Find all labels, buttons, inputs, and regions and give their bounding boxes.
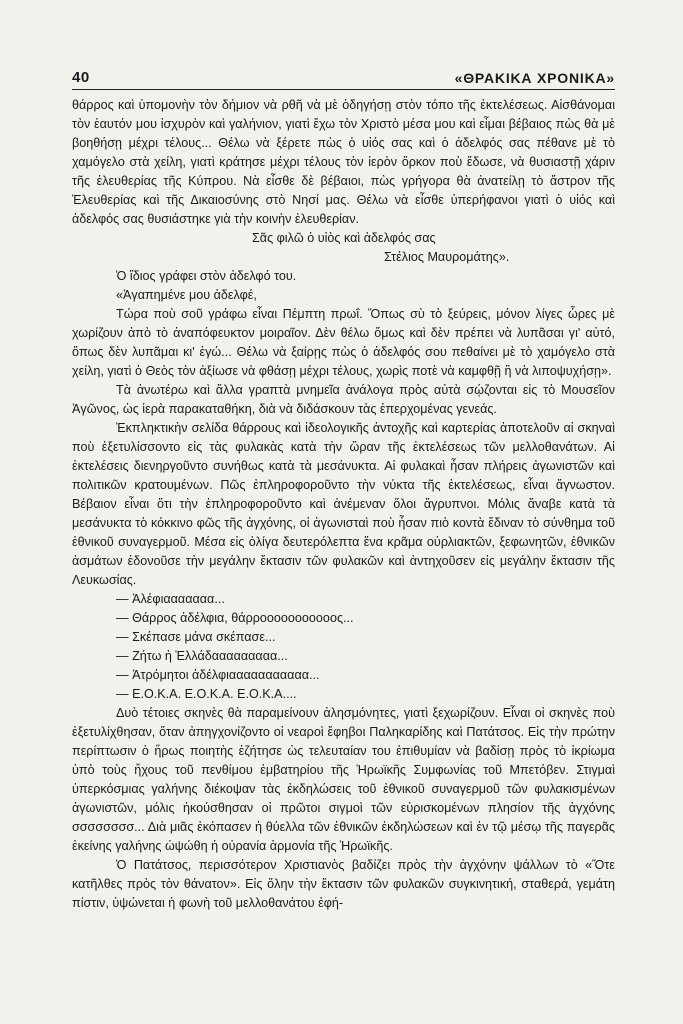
cry-line: — Ε.Ο.Κ.Α. Ε.Ο.Κ.Α. Ε.Ο.Κ.Α....: [116, 687, 297, 701]
page-header: [72, 64, 615, 90]
signature-closing: Σᾶς φιλῶ ὁ υἱὸς καὶ ἀδελφός σας: [252, 231, 436, 245]
cry-line: — Ἀλέφιααααααα...: [116, 592, 225, 606]
journal-title: «ΘΡΑΚΙΚΑ ΧΡΟΝΙΚΑ»: [454, 70, 615, 86]
cry-line: — Σκέπασε μάνα σκέπασε...: [116, 630, 276, 644]
paragraph-two-scenes: Δυὸ τέτοιες σκηνὲς θὰ παραμείνουν ἀλησμόνητες, γιατὶ ξεχωρίζουν. Εἶναι οἱ σκηνὲς ποὺ ἐξετυλίχθησαν, ὅταν ἀπηγχονίζοντο οἱ νεαροὶ ἔφηβοι Παληκαρίδης καὶ Πατάτσος. Εἰς τὴν πρώτην περίπτωσιν ὁ ἥρως ποιητὴς ἐζήτησε ὡς τελευταίαν του ἐπιθυμίαν νὰ βαδίσῃ πρὸς τὸ ἰκρίωμα ὑπὸ τοὺς ἤχους τοῦ πενθίμου ἐμβατηρίου τῆς Ἡρωϊκῆς Συμφωνίας τοῦ Μπετόβεν. Στιγμαὶ ὑπερκόσμιας γαλήνης διέκοψαν τὰς ἐκδηλώσεις τοῦ ἐθνικοῦ συναγερμοῦ τῶν φυλακισμένων ἀγωνιστῶν, μόλις ἠκούσθησαν οἱ πρῶτοι σιγμοὶ τῶν εὑρισκομένων πλησίον τῆς ἀγχόνης σσσσσσσσ... Διὰ μιᾶς ἐκόπασεν ἡ θύελλα τῶν ἐθνικῶν ἐκδηλώσεων καὶ ἐν τῷ μέσῳ τῆς παγερᾶς ἐκείνης γαλήνης ὠψώθη ἡ οὐρανία ἁρμονία τῆς Ἡρωϊκῆς.: [72, 706, 615, 853]
letter-paragraph-continued: θάρρος καὶ ὑπομονὴν τὸν δήμιον νὰ ρθῆ νὰ μὲ ὁδηγήσῃ στὸν τόπο τῆς ἐκτελέσεως. Αἰσθάνομαι τὸν ἑαυτόν μου ἰσχυρὸν καὶ γαλήνιον, γιατὶ ἔχω τὸν Χριστὸ μέσα μου καὶ εἶμαι βέβαιος πὼς θὰ μὲ βοηθήσῃ μέχρι τέλους... Θέλω νὰ ξέρετε πὼς ὁ υἱός σας καὶ ὁ ἀδελφός σας πέθανε μὲ τὸ χαμόγελο στὰ χείλη, γιατὶ κράτησε μέχρι τέλους τὸν ἱερὸν ὅρκον ποὺ ἔδωσε, νὰ θυσιαστῇ χάριν τῆς ἐλευθερίας τῆς Κύπρου. Νὰ εἶσθε δὲ βέβαιοι, πὼς γρήγορα θὰ ἀνατείλῃ τὸ ἄστρον τῆς Ἐλευθερίας καὶ τῆς Δικαιοσύνης στὸ Νησί μας. Θέλω νὰ εἶσθε ὑπερήφανοι γιατὶ ὁ υἱός καὶ ἀδελφός σας θυσιάστηκε γιὰ τὴν κοινὴν ἐλευθερίαν.: [72, 98, 615, 226]
paragraph-prison-scenes: Ἐκπληκτικὴν σελίδα θάρρους καὶ ἰδεολογικῆς ἀντοχῆς καὶ καρτερίας ἀποτελοῦν αἱ σκηναὶ ποὺ ἐξετυλίσσοντο εἰς τὰς φυλακὰς κατὰ τὴν ὥραν τῆς ἐκτελέσεως τῶν μελλοθανάτων. Αἱ ἐκτελέσεις διενηργοῦντο συνήθως κατὰ τὰ μεσάνυκτα. Αἱ φυλακαὶ ἦσαν πλήρεις ἀγωνιστῶν καὶ πολιτικῶν κρατουμένων. Πῶς ἐπληροφοροῦντο τὴν νύκτα τῆς ἐκτελέσεως, εἶναι ἄγνωστον. Βέβαιον εἶναι ὅτι τὴν ἐπληροφοροῦντο καὶ ἀνέμεναν ὅλοι ἄγρυπνοι. Μόλις ἄναβε κατὰ τὰ μεσάνυκτα τὸ κόκκινο φῶς τῆς ἀγχόνης, οἱ ἀγωνισταὶ ποὺ ἦσαν πιὸ κοντὰ ἔδιναν τὸ σύνθημα τοῦ ἐθνικοῦ συναγερμοῦ. Μέσα εἰς ὀλίγα δευτερόλεπτα ἕνα κρᾶμα οὐρλιακτῶν, ξεφωνητῶν, ἐθνικῶν ἀσμάτων ἐδονοῦσε τὴν μεγάλην ἔκτασιν τῶν φυλακῶν καὶ ἀντηχοῦσεν εἰς μεγάλην ἔκτασιν τῆς Λευκωσίας.: [72, 421, 615, 587]
letter-to-brother: Τώρα ποὺ σοῦ γράφω εἶναι Πέμπτη πρωΐ. Ὅπως σὺ τὸ ξεύρεις, μόνον λίγες ὧρες μὲ χωρίζουν ἀπὸ τὸ ἀναπόφευκτον μοιραῖον. Δὲν θέλω ὅμως καὶ δὲν πρέπει νὰ λυπᾶσαι γι' αὐτό, ὅπως δὲν λυπᾶμαι κι' ἐγώ... Θέλω νὰ ξαίρῃς πὼς ὁ ἀδελφός σου πεθαίνει μὲ τὸ χαμόγελο στὰ χείλη, γιατὶ ὁ Θεὸς τὸν ἀξίωσε νὰ φθάσῃ μέχρι τέλους, χωρὶς ποτὲ νὰ καμφθῇ ἢ νὰ λιποψυχήσῃ».: [72, 307, 615, 378]
page-number: 40: [72, 69, 90, 86]
paragraph-patatsos: Ὁ Πατάτσος, περισσότερον Χριστιανὸς βαδίζει πρὸς τὴν ἀγχόνην ψάλλων τὸ «Ὅτε κατῆλθες πρὸς τὸν θάνατον». Εἰς ὅλην τὴν ἔκτασιν τῶν φυλακῶν συγκινητική, σταθερά, γεμάτη πίστιν, ὑψώνεται ἡ φωνὴ τοῦ μελλοθανάτου ἐφή-: [72, 858, 615, 910]
paragraph-brother-intro: Ὁ ἴδιος γράφει στὸν ἀδελφό του.: [116, 269, 297, 283]
cry-line: — Ἀτρόμητοι ἀδέλφιααααααααααα...: [116, 668, 320, 682]
cry-line: — Θάρρος ἀδέλφια, θάρροοοοοοοοοοος...: [116, 611, 354, 625]
letter-signature: [72, 229, 615, 267]
article-body: [72, 96, 615, 913]
paragraph-museum: Τὰ ἀνωτέρω καὶ ἄλλα γραπτὰ μνημεῖα ἀνάλογα πρὸς αὐτὰ σῴζονται εἰς τὸ Μουσεῖον Ἀγῶνος, ὡς ἱερὰ παρακαταθήκη, διὰ νὰ διδάσκουν τὰς ἐπερχομένας γενεάς.: [72, 383, 615, 416]
signature-name: Στέλιος Μαυρομάτης».: [384, 250, 510, 264]
letter-salutation: «Ἀγαπημένε μου ἀδελφέ,: [116, 288, 257, 302]
cry-line: — Ζήτω ἡ Ἑλλάδααααααααα...: [116, 649, 288, 663]
